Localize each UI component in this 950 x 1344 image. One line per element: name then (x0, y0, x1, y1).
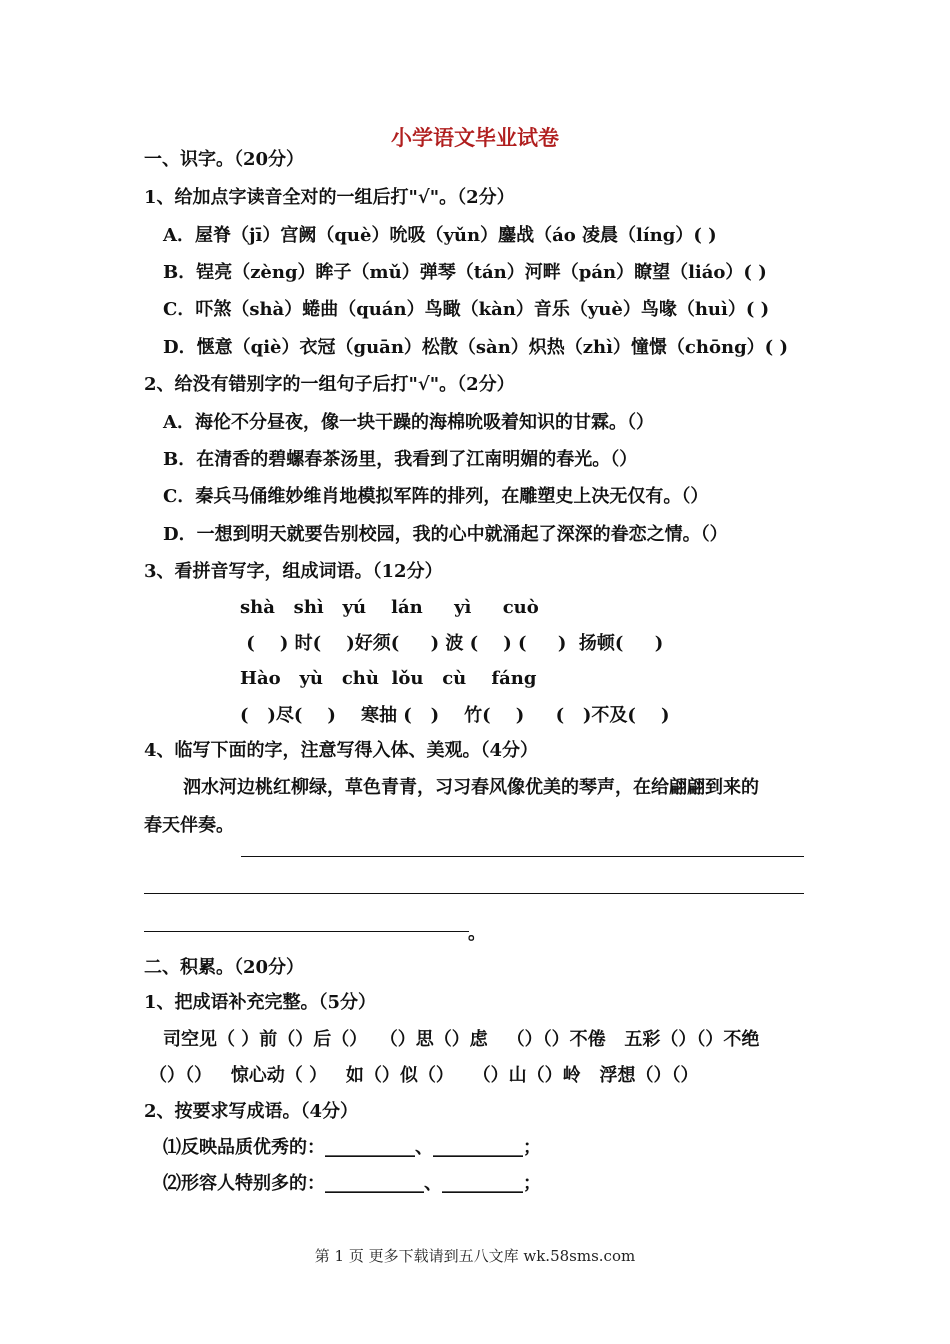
q1-option-c: C．吓煞（shà）蜷曲（quán）鸟瞰（kàn）音乐（yuè）鸟喙（huì）( ) (163, 299, 770, 320)
s2-q1-idioms-line1: 司空见（ ）前（）后（） （）思（）虑 （）（）不倦 五彩（）（）不绝 (163, 1029, 760, 1050)
writing-line-1[interactable] (241, 856, 804, 857)
q2-option-d: D．一想到明天就要告别校园，我的心中就涌起了深深的眷恋之情。（） (163, 524, 728, 545)
q1-prompt: 1、给加点字读音全对的一组后打"√"。（2分） (144, 187, 515, 208)
s2-q1-prompt: 1、把成语补充完整。（5分） (144, 992, 377, 1013)
section1-heading: 一、识字。（20分） (144, 149, 305, 170)
s2-q2-prompt: 2、按要求写成语。（4分） (144, 1101, 359, 1122)
q2-option-c: C．秦兵马俑维妙维肖地模拟军阵的排列，在雕塑史上决无仅有。（） (163, 486, 709, 507)
q2-prompt: 2、给没有错别字的一组句子后打"√"。（2分） (144, 374, 515, 395)
q3-words-row2: ( )尽( ) 寒抽 ( ) 竹( ) ( )不及( ) (240, 705, 670, 726)
q4-passage-line2: 春天伴奏。 (144, 815, 234, 836)
s2-q1-idioms-line2: （）（） 惊心动（ ） 如（）似（） （）山（）岭 浮想（）（） (149, 1065, 699, 1086)
q1-option-a: A．屋脊（jī）宫阙（què）吮吸（yǔn）鏖战（áo 凌晨（líng）( ) (163, 225, 717, 246)
s2-q2-item1: ⑴反映品质优秀的：__________、__________； (163, 1137, 541, 1158)
writing-line-2[interactable] (144, 893, 804, 894)
q2-option-b: B．在清香的碧螺春茶汤里，我看到了江南明媚的春光。（） (163, 449, 638, 470)
writing-line-3[interactable] (144, 931, 469, 932)
q4-passage-line1: 泗水河边桃红柳绿，草色青青，习习春风像优美的琴声，在给翩翩到来的 (183, 777, 759, 798)
writing-end-mark: 。 (468, 923, 486, 944)
section2-heading: 二、积累。（20分） (144, 957, 305, 978)
q3-pinyin-row2: Hào yù chù lǒu cù fáng (240, 668, 537, 689)
q3-words-row1: ( ) 时( )好须( ) 波 ( ) ( ) 扬顿( ) (240, 633, 664, 654)
q3-pinyin-row1: shà shì yú lán yì cuò (240, 597, 539, 618)
q4-prompt: 4、临写下面的字，注意写得入体、美观。（4分） (144, 740, 539, 761)
q1-option-d: D．惬意（qiè）衣冠（guān）松散（sàn）炽热（zhì）憧憬（chōng）( ) (163, 337, 788, 358)
q1-option-b: B．锃亮（zèng）眸子（mǔ）弹琴（tán）河畔（pán）瞭望（liáo）( ) (163, 262, 767, 283)
page-footer: 第 1 页 更多下载请到五八文库 wk.58sms.com (314, 1247, 636, 1265)
q2-option-a: A．海伦不分昼夜，像一块干躁的海棉吮吸着知识的甘霖。（） (163, 412, 654, 433)
page-title: 小学语文毕业试卷 (391, 125, 559, 150)
s2-q2-item2: ⑵形容人特别多的：___________、_________； (163, 1173, 541, 1194)
q3-prompt: 3、看拼音写字，组成词语。（12分） (144, 561, 443, 582)
